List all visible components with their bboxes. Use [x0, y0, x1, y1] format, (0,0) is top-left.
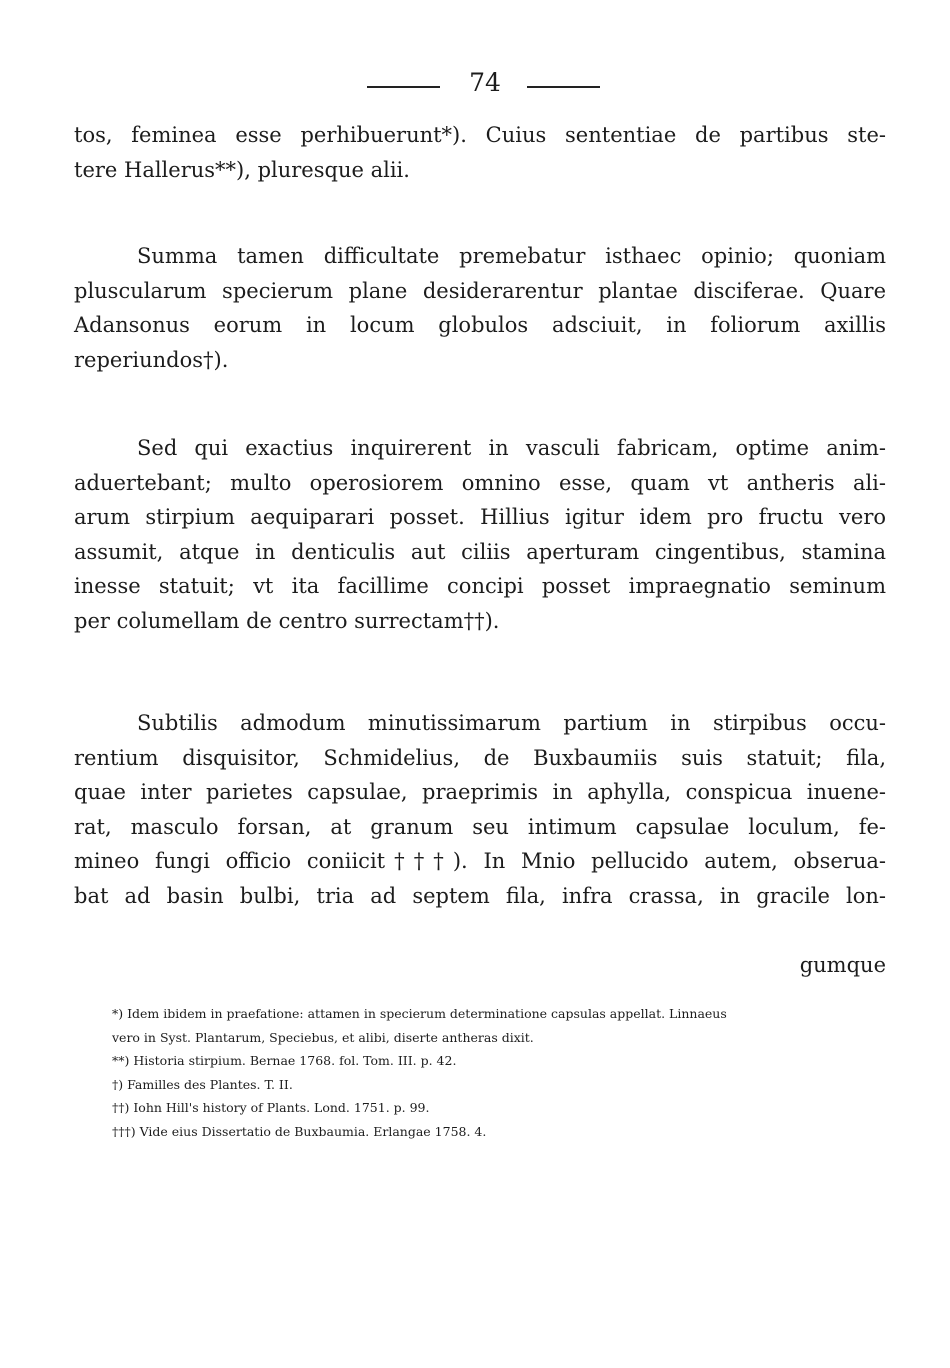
text-line: reperiundos†).: [74, 347, 229, 372]
paragraph-summa: [74, 239, 886, 377]
catchword-block: [74, 948, 886, 983]
text-line: per columellam de centro surrectam††).: [74, 608, 500, 633]
header-rule-left: [367, 86, 440, 88]
text-line: Subtilis admodum minutissimarum partium in stirpibus occu-: [137, 711, 886, 735]
page-number: 74: [469, 68, 501, 97]
text-line: arum stirpium aequiparari posset. Hillius igitur idem pro fructu vero: [74, 505, 886, 529]
catchword: gumque: [799, 953, 886, 977]
text-line: Summa tamen difficultate premebatur isthaec opinio; quoniam: [137, 244, 886, 268]
text-line: mineo fungi officio coniicit†††). In Mnio pellucido autem, obserua-: [74, 849, 886, 873]
text-line: rentium disquisitor, Schmidelius, de Buxbaumiis suis statuit; fila,: [74, 745, 886, 770]
footnote-5: †††) Vide eius Dissertatio de Buxbaumia. Erlangae 1758. 4.: [112, 1123, 487, 1139]
text-line: rat, masculo forsan, at granum seu intimum capsulae loculum, fe-: [74, 814, 886, 839]
text-line: Adansonus eorum in locum globulos adsciuit, in foliorum axillis: [74, 313, 886, 337]
footnote-3: †) Familles des Plantes. T. II.: [112, 1076, 293, 1092]
text-line: Sed qui exactius inquirerent in vasculi fabricam, optime anim-: [137, 436, 886, 460]
footnote-2: **) Historia stirpium. Bernae 1768. fol. Tom. III. p. 42.: [112, 1053, 457, 1068]
text-line: pluscularum specierum plane desiderarentur plantae disciferae. Quare: [74, 278, 886, 303]
paragraph-sed-qui: [74, 431, 886, 638]
footnote-4: ††) Iohn Hill's history of Plants. Lond. 1751. p. 99.: [112, 1100, 430, 1115]
text-line: inesse statuit; vt ita facillime concipi posset impraegnatio seminum: [74, 574, 886, 598]
text-line: aduertebant; multo operosiorem omnino esse, quam vt antheris ali-: [74, 470, 886, 495]
header-rule-right: [527, 86, 600, 88]
text-line: tos, feminea esse perhibuerunt*). Cuius sententiae de partibus ste-: [74, 123, 886, 147]
page-header: [0, 68, 950, 108]
paragraph-continuation: [74, 118, 886, 187]
paragraph-subtilis: [74, 706, 886, 913]
text-line: tere Hallerus**), pluresque alii.: [74, 157, 410, 182]
footnotes: [112, 1002, 892, 1143]
footnote-1-continuation: vero in Syst. Plantarum, Speciebus, et alibi, diserte antheras dixit.: [112, 1029, 534, 1045]
text-line: bat ad basin bulbi, tria ad septem fila, infra crassa, in gracile lon-: [74, 883, 886, 908]
text-line: assumit, atque in denticulis aut ciliis aperturam cingentibus, stamina: [74, 539, 886, 564]
footnote-1: *) Idem ibidem in praefatione: attamen in specierum determinatione capsulas appellat. Linnaeus: [112, 1006, 727, 1021]
text-line: quae inter parietes capsulae, praeprimis in aphylla, conspicua inuene-: [74, 780, 886, 804]
